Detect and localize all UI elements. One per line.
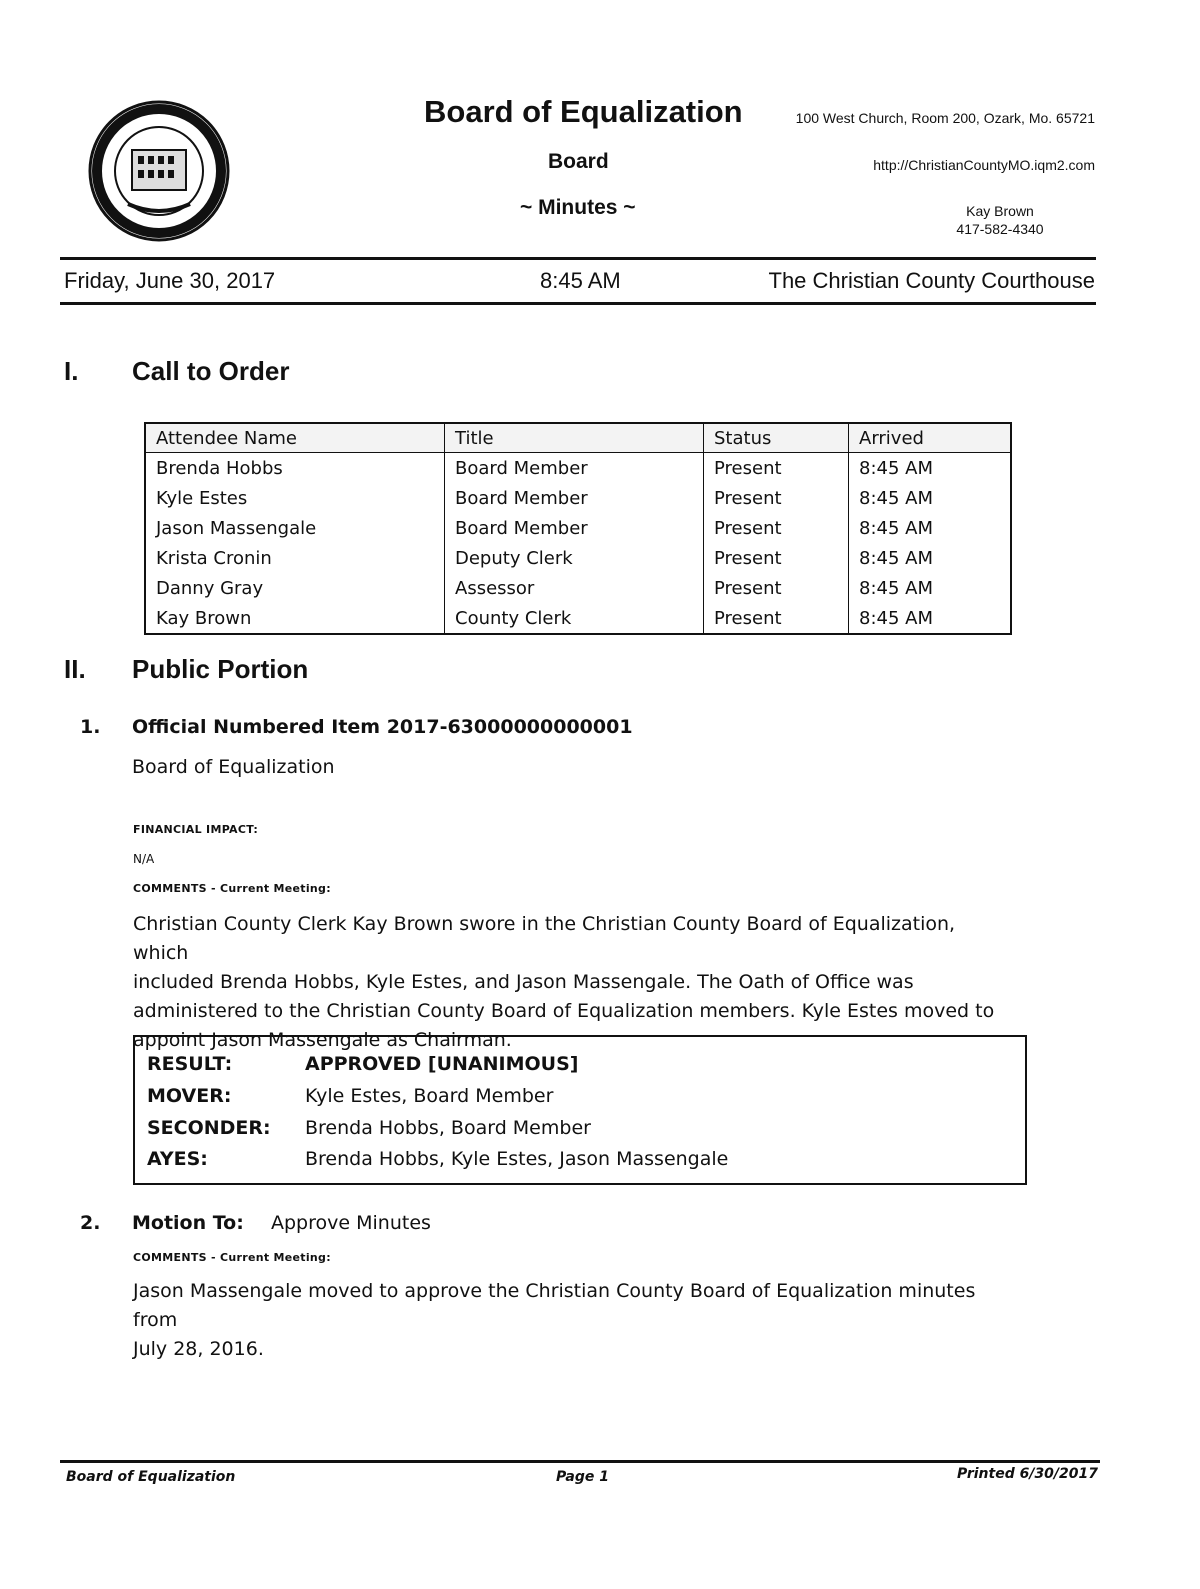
column-header: Status [704, 423, 849, 453]
board-title: Board of Equalization [424, 94, 743, 129]
attendee-title: Deputy Clerk [445, 543, 704, 573]
ayes-label: AYES: [147, 1148, 208, 1170]
table-row [145, 453, 1011, 484]
table-row [145, 543, 1011, 573]
financial-impact-label: FINANCIAL IMPACT: [133, 823, 259, 836]
section-number: II. [64, 654, 86, 684]
comments-label: COMMENTS - Current Meeting: [133, 1251, 331, 1264]
attendee-arrived: 8:45 AM [849, 453, 1012, 484]
section-number: I. [64, 356, 79, 386]
county-seal-logo [88, 100, 230, 242]
table-row [145, 573, 1011, 603]
result-label: RESULT: [147, 1053, 233, 1075]
attendee-status: Present [704, 603, 849, 634]
attendee-arrived: 8:45 AM [849, 603, 1012, 634]
attendee-name: Jason Massengale [156, 517, 317, 539]
table-header-row [145, 423, 1011, 453]
column-header: Attendee Name [145, 423, 445, 453]
attendee-arrived: 8:45 AM [849, 543, 1012, 573]
section-title-call-to-order: Call to Order [132, 356, 290, 386]
attendee-table [144, 422, 1012, 635]
attendee-title: Board Member [445, 483, 704, 513]
board-subtitle: Board [548, 150, 609, 173]
seconder-value: Brenda Hobbs, Board Member [305, 1117, 591, 1139]
attendee-status: Present [704, 543, 849, 573]
item-number: 2. [80, 1212, 101, 1234]
comment-line: included Brenda Hobbs, Kyle Estes, and Jason Massengale. The Oath of Office was [133, 971, 914, 993]
mover-label: MOVER: [147, 1085, 232, 1107]
result-value: APPROVED [UNANIMOUS] [305, 1053, 579, 1075]
attendee-status: Present [704, 483, 849, 513]
column-header: Title [445, 423, 704, 453]
item-subtitle: Board of Equalization [132, 756, 335, 778]
table-row [145, 603, 1011, 634]
column-header: Arrived [849, 423, 1012, 453]
attendee-name: Krista Cronin [156, 547, 272, 569]
meeting-location: The Christian County Courthouse [768, 268, 1095, 293]
attendee-status: Present [704, 573, 849, 603]
footer-board-name: Board of Equalization [66, 1469, 236, 1485]
comment-line: administered to the Christian County Board of Equalization members. Kyle Estes moved to [133, 1000, 995, 1022]
comment-line: July 28, 2016. [133, 1338, 264, 1360]
attendee-arrived: 8:45 AM [849, 573, 1012, 603]
meeting-time: 8:45 AM [540, 268, 621, 293]
mover-value: Kyle Estes, Board Member [305, 1085, 554, 1107]
address: 100 West Church, Room 200, Ozark, Mo. 65721 [795, 110, 1095, 126]
item-comments [133, 1277, 1013, 1364]
comment-line: Christian County Clerk Kay Brown swore in the Christian County Board of Equalization, which [133, 913, 956, 964]
attendee-status: Present [704, 513, 849, 543]
attendee-title: Assessor [445, 573, 704, 603]
section-title-public-portion: Public Portion [132, 654, 309, 684]
seconder-label: SECONDER: [147, 1117, 271, 1139]
website-url: http://ChristianCountyMO.iqm2.com [873, 157, 1095, 173]
attendee-title: County Clerk [445, 603, 704, 634]
header-rule-bottom [60, 302, 1096, 305]
motion-label: Motion To: [132, 1212, 244, 1234]
document-type: ~ Minutes ~ [520, 196, 636, 219]
attendee-title: Board Member [445, 513, 704, 543]
comments-label: COMMENTS - Current Meeting: [133, 882, 331, 895]
comment-line: Jason Massengale moved to approve the Christian County Board of Equalization minutes from [133, 1280, 976, 1331]
contact-phone: 417-582-4340 [956, 221, 1044, 237]
footer-rule [60, 1460, 1100, 1463]
attendee-name: Danny Gray [156, 577, 264, 599]
item-comments [133, 910, 1013, 1055]
motion-value: Approve Minutes [271, 1212, 431, 1234]
vote-result-box [133, 1035, 1027, 1185]
table-row [145, 483, 1011, 513]
footer-page-number: Page 1 [556, 1469, 609, 1485]
table-row [145, 513, 1011, 543]
ayes-value: Brenda Hobbs, Kyle Estes, Jason Massengale [305, 1148, 729, 1170]
contact-name: Kay Brown [966, 203, 1034, 219]
attendee-arrived: 8:45 AM [849, 513, 1012, 543]
attendee-status: Present [704, 453, 849, 484]
meeting-date: Friday, June 30, 2017 [64, 268, 276, 293]
financial-impact-value: N/A [133, 852, 155, 866]
comment-line: appoint Jason Massengale as Chairman. [133, 1029, 512, 1051]
item-title: Official Numbered Item 2017-63000000000001 [132, 716, 633, 738]
header-rule-top [60, 257, 1096, 260]
item-number: 1. [80, 716, 101, 738]
attendee-name: Brenda Hobbs [156, 457, 283, 479]
attendee-title: Board Member [445, 453, 704, 484]
attendee-name: Kay Brown [156, 607, 252, 629]
attendee-arrived: 8:45 AM [849, 483, 1012, 513]
attendee-name: Kyle Estes [156, 487, 248, 509]
footer-printed-date: Printed 6/30/2017 [957, 1466, 1098, 1482]
